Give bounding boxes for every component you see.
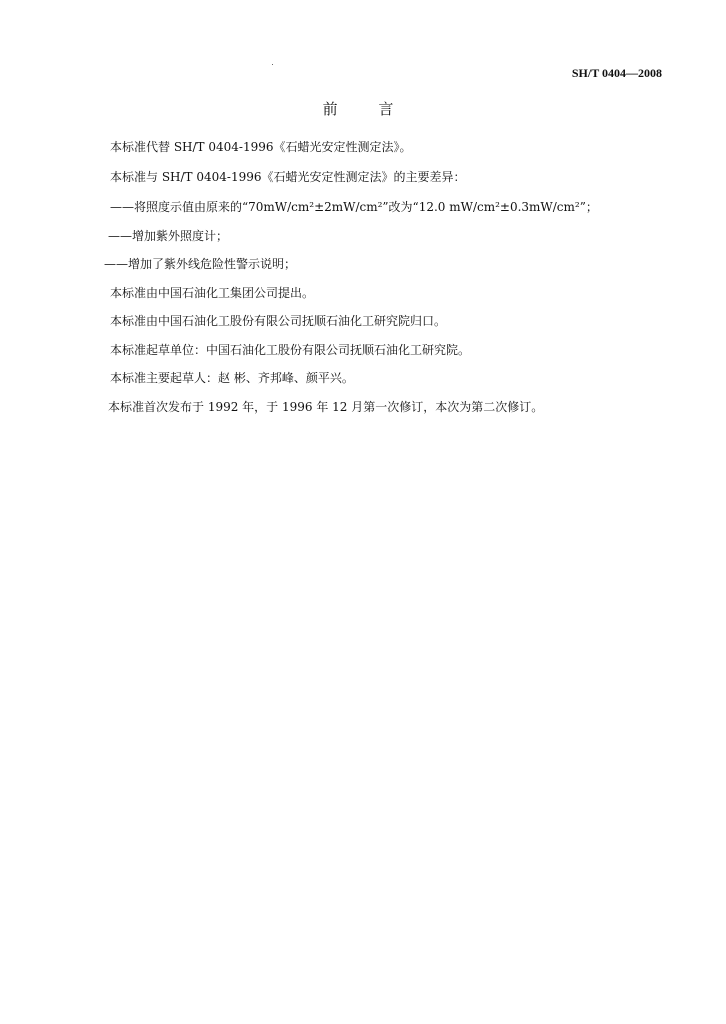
section-title-foreword: 前 言	[322, 100, 412, 118]
paragraph-history: 本标准首次发布于 1992 年，于 1996 年 12 月第一次修订，本次为第二次修订。	[108, 400, 544, 414]
paragraph-drafters: 本标准主要起草人：赵 彬、齐邦峰、颜平兴。	[110, 371, 354, 385]
paragraph-centralized-by: 本标准由中国石油化工股份有限公司抚顺石油化工研究院归口。	[110, 314, 447, 328]
standard-code: SH/T 0404—2008	[571, 66, 662, 80]
paragraph-replaces: 本标准代替 SH/T 0404-1996《石蜡光安定性测定法》。	[110, 140, 412, 154]
list-item-uv-warning: ——增加了紫外线危险性警示说明；	[104, 257, 297, 271]
scan-speck	[272, 64, 273, 65]
list-item-illuminance-change: ——将照度示值由原来的“70mW/cm²±2mW/cm²”改为“12.0 mW/cm²±0.3mW/cm²”；	[110, 200, 598, 214]
paragraph-proposed-by: 本标准由中国石油化工集团公司提出。	[110, 286, 315, 300]
paragraph-main-differences: 本标准与 SH/T 0404-1996《石蜡光安定性测定法》的主要差异：	[110, 170, 466, 184]
list-item-uv-meter: ——增加紫外照度计；	[108, 229, 229, 243]
paragraph-drafting-unit: 本标准起草单位：中国石油化工股份有限公司抚顺石油化工研究院。	[110, 343, 471, 357]
